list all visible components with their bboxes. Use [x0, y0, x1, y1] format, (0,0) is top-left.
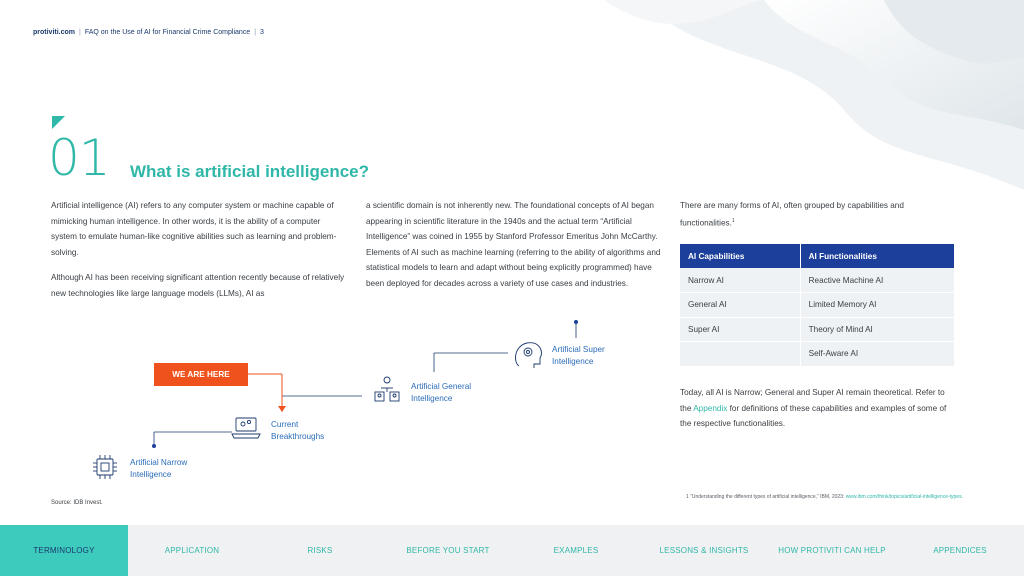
nav-appendices[interactable]: APPENDICES	[933, 545, 987, 555]
connector-dot	[152, 444, 156, 448]
table-cell: General AI	[680, 293, 800, 318]
table-row	[680, 317, 954, 342]
general-intelligence-label: Artificial General Intelligence	[411, 382, 472, 403]
table-cell	[680, 342, 800, 367]
ai-types-table	[680, 244, 954, 367]
footnote-ref[interactable]: 1	[731, 217, 735, 224]
table-cell: Self-Aware AI	[800, 342, 954, 367]
section-corner-mark	[52, 116, 65, 129]
current-breakthroughs-label: Current Breakthroughs	[271, 420, 325, 441]
body-paragraph-5	[680, 385, 952, 432]
table-row	[680, 268, 954, 293]
section-number: 01	[48, 129, 110, 187]
page-number: 3	[260, 29, 264, 36]
pointer-arrow	[278, 406, 286, 412]
doc-title: FAQ on the Use of AI for Financial Crime Compliance	[84, 29, 251, 36]
table-header-row	[680, 244, 954, 268]
footnote-end: .	[961, 494, 963, 500]
table-row	[680, 293, 954, 318]
we-are-here-badge: WE ARE HERE	[154, 363, 248, 386]
laptop-icon	[232, 418, 260, 438]
nav-application[interactable]: APPLICATION	[164, 545, 220, 555]
nav-lessons-insights[interactable]: LESSONS & INSIGHTS	[659, 545, 749, 555]
site-name[interactable]: protiviti.com	[33, 29, 76, 36]
body-paragraph-4	[680, 198, 952, 231]
footnote	[686, 493, 986, 501]
section-nav-bar	[0, 525, 1024, 576]
narrow-intelligence-label: Artificial Narrow Intelligence	[130, 458, 188, 479]
header-capabilities: AI Capabilities	[680, 244, 800, 268]
nav-examples[interactable]: EXAMPLES	[553, 545, 599, 555]
table-cell: Theory of Mind AI	[800, 317, 954, 342]
brain-head-icon	[515, 343, 541, 368]
table-cell: Reactive Machine AI	[800, 268, 954, 293]
nav-before-you-start[interactable]: BEFORE YOU START	[406, 545, 490, 555]
ai-progression-diagram	[0, 300, 680, 500]
appendix-link[interactable]: Appendix	[693, 403, 728, 413]
nav-terminology[interactable]: TERMINOLOGY	[0, 525, 128, 576]
table-cell: Limited Memory AI	[800, 293, 954, 318]
table-cell: Narrow AI	[680, 268, 800, 293]
nav-risks[interactable]: RISKS	[307, 545, 333, 555]
today-text: Today, all AI is Narrow; General and Super AI remain theoretical. Refer to the	[680, 388, 945, 413]
connector-dot	[574, 320, 578, 324]
network-people-icon	[375, 377, 399, 401]
section-title: What is artificial intelligence?	[130, 162, 369, 181]
today-text-end: for definitions of these capabilities and examples of some of the respective functionalities.	[680, 403, 947, 428]
body-paragraph-1: Artificial intelligence (AI) refers to any computer system or machine capable of mimicking human intelligence. In other words, it is the ability of a computer system to emulate human-like cognitive abilities such as learning and problem-solving.	[51, 201, 337, 257]
header-functionalities: AI Functionalities	[800, 244, 954, 268]
table-row	[680, 342, 954, 367]
footnote-text: 1 “Understanding the different types of artificial intelligence,” IBM, 2023:	[686, 494, 846, 500]
source-note: Source: IDB Invest.	[51, 500, 103, 506]
nav-how-protiviti-can-help[interactable]: HOW PROTIVITI CAN HELP	[778, 545, 886, 555]
table-cell: Super AI	[680, 317, 800, 342]
footnote-link[interactable]: www.ibm.com/think/topics/artificial-intelligence-types	[845, 494, 962, 500]
super-intelligence-label: Artificial Super Intelligence	[552, 345, 605, 366]
body-paragraph-2: Although AI has been receiving significant attention recently because of relatively new technologies like large language models (LLMs), AI as	[51, 273, 345, 298]
chip-icon	[93, 455, 117, 479]
body-paragraph-3: a scientific domain is not inherently new. The foundational concepts of AI began appearing in scientific literature in the 1940s and the actual term “Artificial Intelligence” was coined in 1955 by Stanford Professor Emeritus John McCarthy. Elements of AI such as machine learning (referring to the ability of algorithms and statistical models to learn and adapt without being explicitly programmed) have been deployed for decades across a variety of use cases and industries.	[366, 201, 661, 288]
forms-text: There are many forms of AI, often grouped by capabilities and functionalities.	[680, 201, 904, 228]
page-header: protiviti.com | FAQ on the Use of AI for Financial Crime Compliance | 3	[33, 29, 264, 36]
